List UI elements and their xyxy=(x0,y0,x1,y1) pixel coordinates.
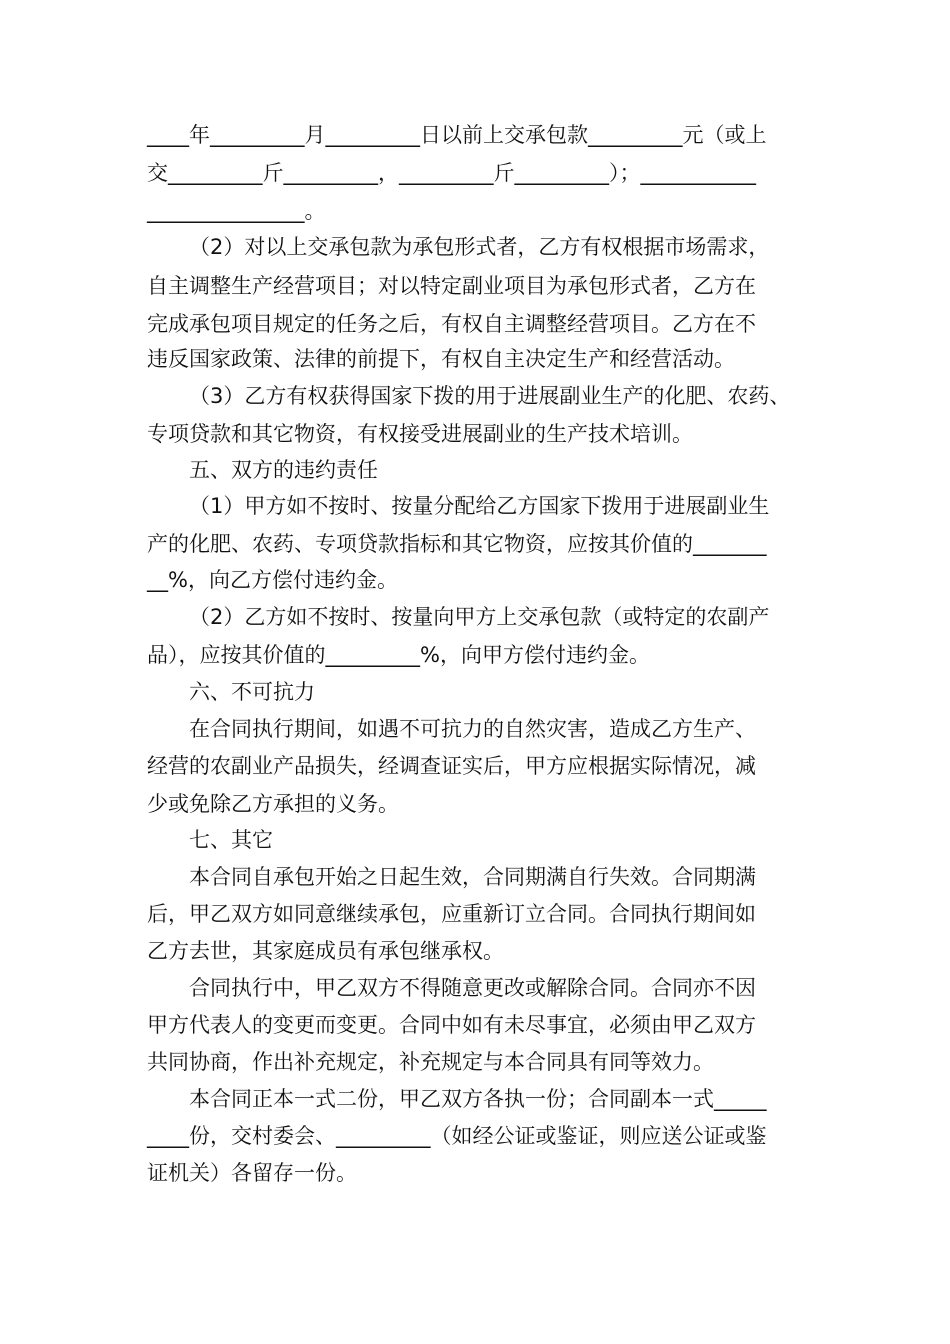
text-line: __%，向乙方偿付违约金。 xyxy=(147,568,398,592)
text-line: 少或免除乙方承担的义务。 xyxy=(147,792,399,816)
text-line: ____份，交村委会、_________（如经公证或鉴证，则应送公证或鉴 xyxy=(147,1124,767,1148)
text-line: 证机关）各留存一份。 xyxy=(147,1161,357,1185)
text-line: （2）对以上交承包款为承包形式者，乙方有权根据市场需求， xyxy=(189,235,770,259)
text-line: 在合同执行期间，如遇不可抗力的自然灾害，造成乙方生产、 xyxy=(189,717,756,741)
section-heading: 五、双方的违约责任 xyxy=(189,458,378,482)
text-line: （3）乙方有权获得国家下拨的用于进展副业生产的化肥、农药、 xyxy=(189,384,791,408)
text-line: 品），应按其价值的_________%，向甲方偿付违约金。 xyxy=(147,643,650,667)
text-line: 交_________斤_________，_________斤_________）；___________ xyxy=(147,161,756,185)
text-line: 合同执行中，甲乙双方不得随意更改或解除合同。合同亦不因 xyxy=(189,976,756,1000)
text-line: 违反国家政策、法律的前提下，有权自主决定生产和经营活动。 xyxy=(147,347,735,371)
text-line: 乙方去世，其家庭成员有承包继承权。 xyxy=(147,939,504,963)
section-heading: 六、不可抗力 xyxy=(189,680,315,704)
section-heading: 七、其它 xyxy=(189,828,273,852)
text-line: 共同协商，作出补充规定，补充规定与本合同具有同等效力。 xyxy=(147,1050,714,1074)
text-line: 专项贷款和其它物资，有权接受进展副业的生产技术培训。 xyxy=(147,422,693,446)
text-line: _______________。 xyxy=(147,199,326,223)
text-line: 产的化肥、农药、专项贷款指标和其它物资，应按其价值的_______ xyxy=(147,532,767,556)
text-line: 自主调整生产经营项目；对以特定副业项目为承包形式者，乙方在 xyxy=(147,274,756,298)
text-line: 本合同正本一式二份，甲乙双方各执一份；合同副本一式_____ xyxy=(189,1087,767,1111)
text-line: 本合同自承包开始之日起生效，合同期满自行失效。合同期满 xyxy=(189,865,756,889)
text-line: 甲方代表人的变更而变更。合同中如有未尽事宜，必须由甲乙双方 xyxy=(147,1013,756,1037)
text-line: （2）乙方如不按时、按量向甲方上交承包款（或特定的农副产 xyxy=(189,605,770,629)
text-line: 经营的农副业产品损失，经调查证实后，甲方应根据实际情况，减 xyxy=(147,754,756,778)
text-line: ____年_________月_________日以前上交承包款_________元（或上 xyxy=(147,123,767,147)
text-line: 完成承包项目规定的任务之后，有权自主调整经营项目。乙方在不 xyxy=(147,312,756,336)
text-line: （1）甲方如不按时、按量分配给乙方国家下拨用于进展副业生 xyxy=(189,494,770,518)
text-line: 后，甲乙双方如同意继续承包，应重新订立合同。合同执行期间如 xyxy=(147,902,756,926)
